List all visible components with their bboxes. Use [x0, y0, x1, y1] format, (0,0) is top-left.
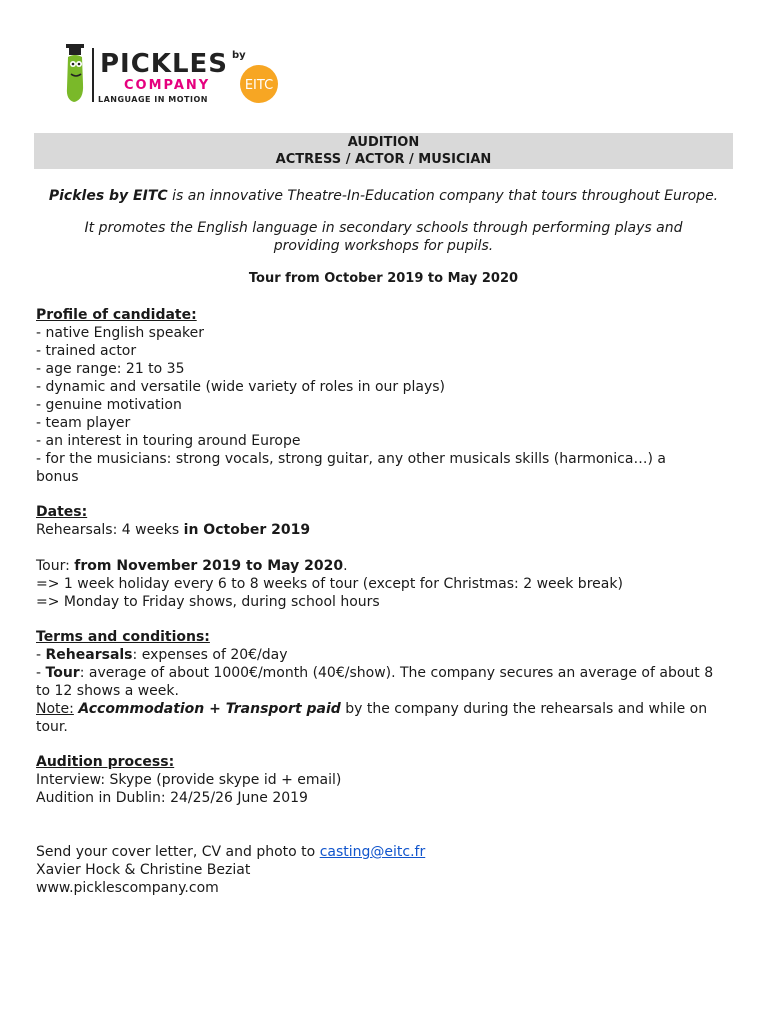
terms-rehearsals [36, 646, 736, 664]
profile-item: - age range: 21 to 35 [36, 361, 185, 377]
terms-tour [36, 664, 728, 700]
note-rest: by the company during the rehearsals and while on tour. [36, 701, 708, 735]
profile-item: - team player [36, 415, 131, 431]
audition-section [36, 753, 736, 807]
terms-note [36, 700, 728, 736]
website-text: www.picklescompany.com [36, 880, 219, 896]
holiday-note: => 1 week holiday every 6 to 8 weeks of tour (except for Christmas: 2 week break) [36, 576, 623, 592]
terms-rehearsals-label: Rehearsals [45, 647, 133, 663]
profile-item: - for the musicians: strong vocals, strong guitar, any other musicals skills (harmonica…) a bonus [36, 451, 666, 485]
intro-line-2: It promotes the English language in secondary schools through performing plays and providing workshops for pupils. [84, 220, 683, 254]
tour-summary: Tour from October 2019 to May 2020 [248, 271, 519, 286]
rehearsals-period: in October 2019 [183, 522, 311, 538]
audition-location: Audition in Dublin: 24/25/26 June 2019 [36, 790, 308, 806]
eitc-badge-text: EITC [244, 78, 274, 93]
audition-banner [34, 133, 733, 169]
tour-label: Tour: [36, 558, 75, 574]
profile-item: - trained actor [36, 343, 137, 359]
pickle-mascot-icon [66, 44, 84, 102]
banner-title: AUDITION [347, 135, 420, 150]
contact-names: Xavier Hock & Christine Beziat [36, 862, 251, 878]
profile-item: - an interest in touring around Europe [36, 433, 301, 449]
logo-by: by [232, 50, 246, 61]
dates-heading: Dates: [36, 504, 88, 520]
profile-item: - native English speaker [36, 325, 205, 341]
terms-tour-label: Tour [45, 665, 80, 681]
audition-heading: Audition process: [36, 754, 175, 770]
logo-word-company: COMPANY [124, 78, 211, 93]
rehearsals-line [36, 521, 736, 539]
note-label: Note: [36, 701, 74, 717]
logo-tagline: LANGUAGE IN MOTION [98, 95, 208, 104]
logo-divider [92, 48, 94, 102]
intro-line-1 [34, 187, 733, 205]
logo-word-pickles: PICKLES [100, 49, 229, 79]
terms-rehearsals-value: : expenses of 20€/day [132, 647, 288, 663]
tour-end: . [343, 558, 348, 574]
bullet: - [36, 647, 46, 663]
bullet: - [36, 665, 46, 681]
tour-period: from November 2019 to May 2020 [74, 558, 344, 574]
pickles-company-logo [62, 44, 302, 110]
email-link[interactable]: casting@eitc.fr [319, 844, 426, 860]
intro-line-1-rest: is an innovative Theatre-In-Education company that tours throughout Europe. [167, 188, 719, 204]
profile-heading: Profile of candidate: [36, 307, 197, 323]
note-highlight: Accommodation + Transport paid [78, 701, 341, 717]
rehearsals-label: Rehearsals: 4 weeks [36, 522, 184, 538]
terms-tour-value: : average of about 1000€/month (40€/show). The company secures an average of about 8 to 12 shows a week. [36, 665, 714, 699]
profile-section [36, 306, 736, 486]
terms-heading: Terms and conditions: [36, 629, 210, 645]
shows-note: => Monday to Friday shows, during school hours [36, 594, 380, 610]
tour-line [36, 557, 736, 575]
banner-subtitle: ACTRESS / ACTOR / MUSICIAN [275, 152, 492, 167]
contact-section [36, 843, 736, 897]
dates-section [36, 503, 736, 611]
logo-graphic [62, 44, 302, 110]
profile-item: - genuine motivation [36, 397, 182, 413]
audition-interview: Interview: Skype (provide skype id + email) [36, 772, 342, 788]
profile-item: - dynamic and versatile (wide variety of roles in our plays) [36, 379, 446, 395]
terms-section [36, 628, 736, 736]
send-text: Send your cover letter, CV and photo to [36, 844, 320, 860]
send-line [36, 843, 736, 861]
brand-name: Pickles by EITC [48, 188, 168, 204]
